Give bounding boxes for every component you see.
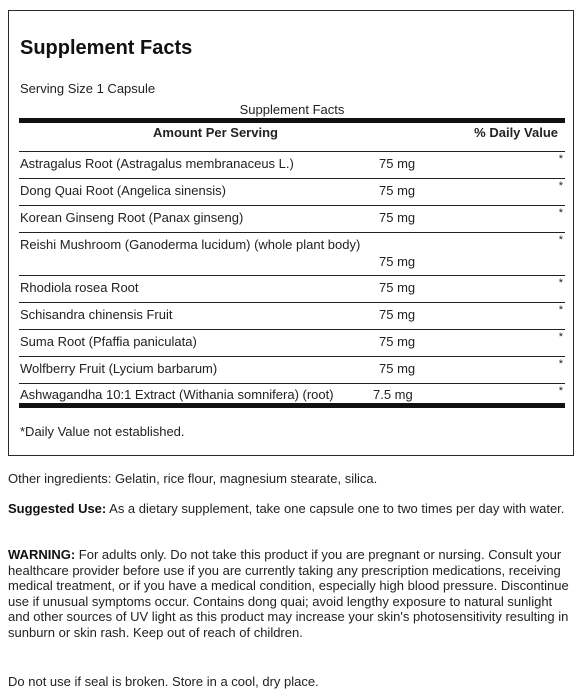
- suggested-use: [8, 501, 576, 517]
- ingredient-name: Ashwagandha 10:1 Extract (Withania somnifera) (root): [20, 387, 334, 402]
- table-caption: Supplement Facts: [239, 102, 345, 117]
- other-ingredients: Other ingredients: Gelatin, rice flour, magnesium stearate, silica.: [8, 471, 378, 486]
- ingredient-amount: 75 mg: [379, 183, 416, 198]
- ingredient-name: Rhodiola rosea Root: [20, 280, 139, 295]
- ingredient-amount: 75 mg: [379, 334, 416, 349]
- ingredient-name: Schisandra chinensis Fruit: [20, 307, 173, 322]
- ingredient-amount: 7.5 mg: [373, 387, 413, 402]
- table-row: [19, 329, 565, 356]
- ingredient-name: Korean Ginseng Root (Panax ginseng): [20, 210, 244, 225]
- table-row: [19, 205, 565, 232]
- ingredient-daily-value: *: [558, 277, 563, 289]
- ingredient-amount: 75 mg: [379, 210, 416, 225]
- table-bottom-rule: [19, 403, 565, 408]
- table-row: [19, 356, 565, 383]
- ingredient-name: Wolfberry Fruit (Lycium barbarum): [20, 361, 218, 376]
- ingredient-name: Suma Root (Pfaffia paniculata): [20, 334, 197, 349]
- table-row: [19, 302, 565, 329]
- ingredient-daily-value: *: [558, 180, 563, 192]
- warning: [8, 547, 576, 640]
- warning-label: WARNING:: [8, 547, 76, 562]
- ingredient-amount: 75 mg: [379, 156, 416, 171]
- ingredient-name: Astragalus Root (Astragalus membranaceus L.): [20, 156, 294, 171]
- table-top-rule: [19, 118, 565, 123]
- facts-title: Supplement Facts: [20, 37, 193, 59]
- ingredient-daily-value: *: [558, 385, 563, 397]
- ingredient-amount: 75 mg: [379, 307, 416, 322]
- suggested-use-label: Suggested Use:: [8, 501, 107, 516]
- table-row: [19, 232, 565, 275]
- daily-value-footnote: *Daily Value not established.: [20, 424, 185, 439]
- table-row: [19, 275, 565, 302]
- ingredient-amount: 75 mg: [379, 280, 416, 295]
- ingredient-amount: 75 mg: [379, 361, 416, 376]
- header-daily-value: % Daily Value: [474, 125, 558, 140]
- ingredient-daily-value: *: [558, 304, 563, 316]
- header-amount-per-serving: Amount Per Serving: [153, 125, 278, 140]
- storage-note: Do not use if seal is broken. Store in a cool, dry place.: [8, 674, 319, 689]
- ingredient-daily-value: *: [558, 331, 563, 343]
- serving-size: Serving Size 1 Capsule: [20, 81, 156, 96]
- ingredient-amount: 75 mg: [379, 254, 416, 269]
- ingredient-daily-value: *: [558, 153, 563, 165]
- ingredient-daily-value: *: [558, 234, 563, 246]
- ingredient-name: Reishi Mushroom (Ganoderma lucidum) (whole plant body): [20, 237, 361, 252]
- suggested-use-text: As a dietary supplement, take one capsule one to two times per day with water.: [106, 501, 565, 516]
- supplement-facts-panel: [8, 10, 574, 456]
- ingredient-daily-value: *: [558, 358, 563, 370]
- ingredient-name: Dong Quai Root (Angelica sinensis): [20, 183, 226, 198]
- table-row: [19, 383, 565, 403]
- warning-text: For adults only. Do not take this product if you are pregnant or nursing. Consult your healthcare provider before use if you are currently taking any prescription medications, receiving medical treatment, or if you have a medical condition, especially high blood pressure. Discontinue use if unusual symptoms occur. Contains dong quai; avoid lengthy exposure to natural sunlight and other sources of UV light as this product may increase your skin's photosensitivity resulting in sunburn or skin rash. Keep out of reach of children.: [8, 547, 569, 640]
- table-row: [19, 178, 565, 205]
- ingredient-daily-value: *: [558, 207, 563, 219]
- table-row: [19, 151, 565, 178]
